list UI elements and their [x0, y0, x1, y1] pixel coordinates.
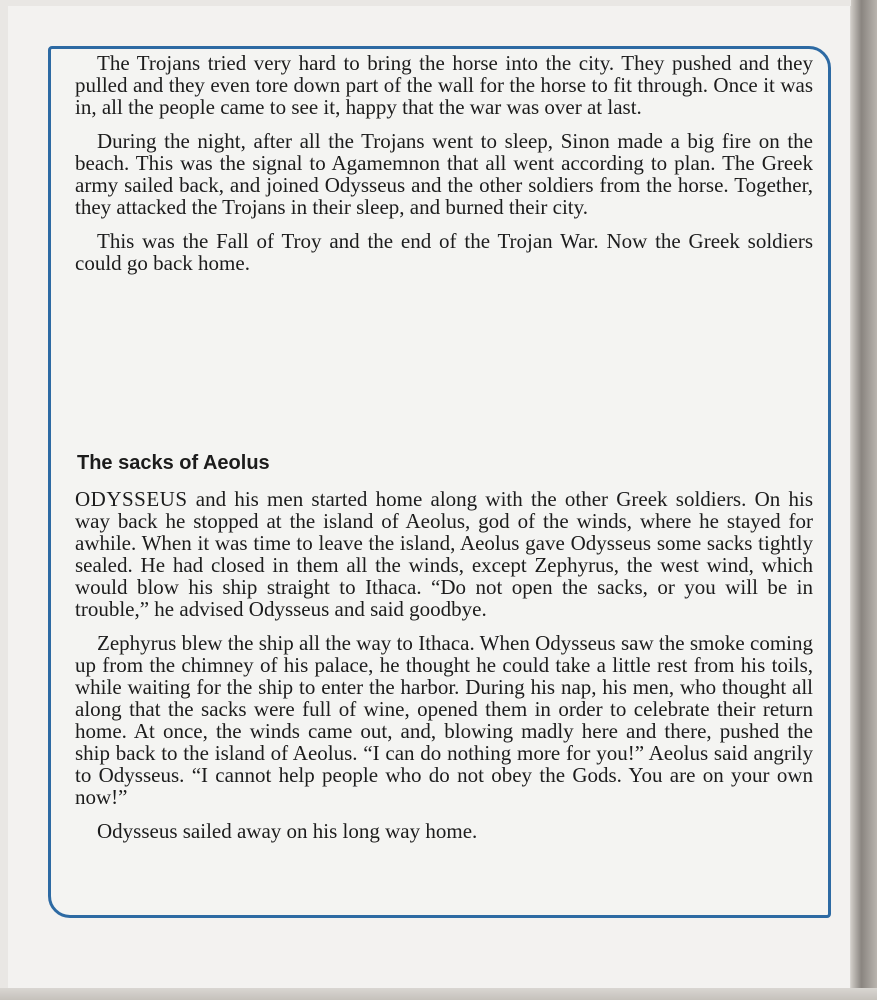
story-paragraph: During the night, after all the Trojans went to sleep, Sinon made a big fire on the beach. This was the signal to Agamemnon that all went according to plan. The Greek army sailed back, and joined Odysseus and the other soldiers from the horse. Together, they attacked the Trojans in their sleep, and burned their city.	[75, 129, 813, 219]
lead-word: ODYSSEUS	[75, 487, 188, 511]
page-bottom-edge	[0, 988, 877, 1000]
book-spine-edge	[851, 0, 877, 1000]
story-paragraph: Zephyrus blew the ship all the way to Ithaca. When Odysseus saw the smoke coming up from the chimney of his palace, he thought he could take a little rest from his toils, while waiting for the ship to enter the harbor. During his nap, his men, who thought all along that the sacks were full of wine, opened them in order to celebrate their return home. At once, the winds came out, and, blowing madly here and there, pushed the ship back to the island of Aeolus. “I can do nothing more for you!” Aeolus said angrily to Odysseus. “I cannot help people who do not obey the Gods. You are on your own now!”	[75, 631, 813, 809]
story-paragraph-lead	[75, 488, 813, 620]
story-part-2	[75, 488, 813, 854]
section-heading: The sacks of Aeolus	[77, 452, 270, 474]
story-paragraph: Odysseus sailed away on his long way home.	[97, 819, 478, 843]
story-paragraph-text: and his men started home along with the other Greek soldiers. On his way back he stopped at the island of Aeolus, god of the winds, where he stayed for awhile. When it was time to leave the island, Aeolus gave Odysseus some sacks tightly sealed. He had closed in them all the winds, except Zephyrus, the west wind, which would blow his ship straight to Ithaca. “Do not open the sacks, or you will be in trouble,” he advised Odysseus and said goodbye.	[75, 487, 813, 621]
story-paragraph: This was the Fall of Troy and the end of the Trojan War. Now the Greek soldiers could go back home.	[75, 229, 813, 275]
story-part-1	[75, 52, 813, 286]
story-paragraph: The Trojans tried very hard to bring the horse into the city. They pushed and they pulled and they even tore down part of the wall for the horse to fit through. Once it was in, all the people came to see it, happy that the war was over at last.	[75, 51, 813, 119]
